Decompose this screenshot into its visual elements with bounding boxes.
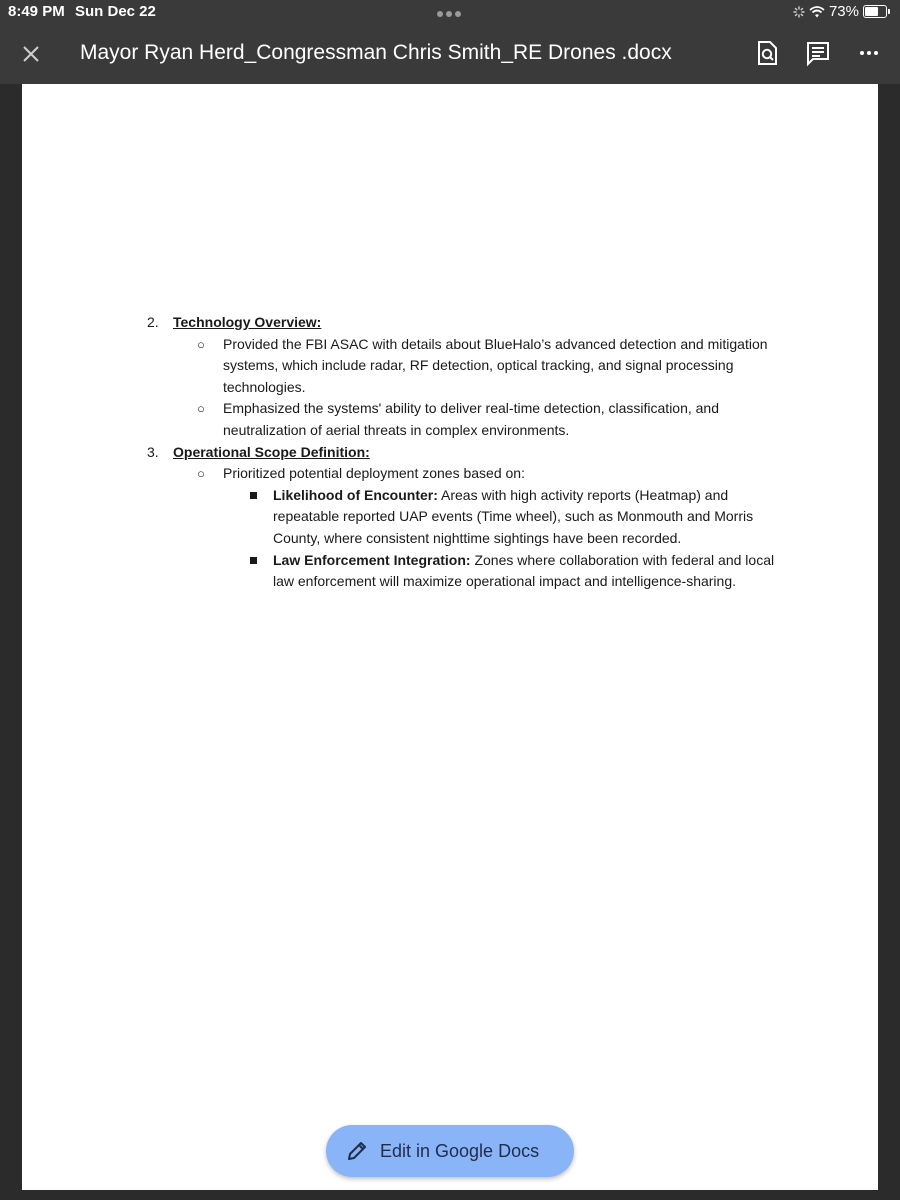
app-bar <box>0 22 900 84</box>
paragraph-line: systems, which include radar, RF detection, optical tracking, and signal processing <box>223 357 734 374</box>
list-number: 3. <box>147 443 159 460</box>
circle-bullet-icon: ○ <box>197 466 205 482</box>
paragraph-line: neutralization of aerial threats in complex environments. <box>223 421 570 438</box>
more-options-icon[interactable] <box>854 38 884 68</box>
status-indicators <box>793 3 890 20</box>
section-heading: Operational Scope Definition: <box>173 443 370 460</box>
list-item <box>147 463 787 485</box>
bold-label: Likelihood of Encounter: <box>273 486 438 503</box>
list-item <box>147 334 787 399</box>
paragraph-line <box>273 550 787 572</box>
list-item-section-2 <box>147 312 787 334</box>
find-in-page-icon[interactable] <box>752 38 782 68</box>
comments-icon[interactable] <box>803 38 833 68</box>
circle-bullet-icon: ○ <box>197 336 205 352</box>
document-page[interactable] <box>22 84 878 1190</box>
pencil-icon <box>346 1140 368 1162</box>
paragraph-line: law enforcement will maximize operational impact and intelligence-sharing. <box>273 573 736 590</box>
paragraph-line: Provided the FBI ASAC with details about BlueHalo’s advanced detection and mitigation <box>223 335 768 352</box>
square-bullet-icon <box>250 557 257 564</box>
paragraph-line: Emphasized the systems' ability to deliver real-time detection, classification, and <box>223 400 720 417</box>
status-time: 8:49 PM <box>8 3 65 20</box>
line-text: Areas with high activity reports (Heatmap) and <box>441 486 729 503</box>
list-item <box>147 398 787 441</box>
list-item <box>147 485 787 550</box>
battery-percent: 73% <box>828 3 859 20</box>
status-date: Sun Dec 22 <box>75 3 156 20</box>
edit-button-label: Edit in Google Docs <box>380 1140 540 1161</box>
activity-spinner-icon <box>793 6 805 18</box>
edit-in-google-docs-button[interactable] <box>326 1125 574 1177</box>
list-number: 2. <box>147 314 159 330</box>
document-content <box>147 312 787 593</box>
multitasking-dots-icon[interactable] <box>437 4 464 21</box>
paragraph-line: Prioritized potential deployment zones based on: <box>223 465 525 482</box>
paragraph-line: County, where consistent nighttime sightings have been recorded. <box>273 529 682 546</box>
paragraph-line: technologies. <box>223 378 306 395</box>
status-bar <box>0 0 900 22</box>
line-text: Zones where collaboration with federal and local <box>474 551 775 568</box>
document-title: Mayor Ryan Herd_Congressman Chris Smith_RE Drones .docx <box>80 41 672 64</box>
paragraph-line: repeatable reported UAP events (Time wheel), such as Monmouth and Morris <box>273 508 754 525</box>
wifi-icon <box>809 6 825 18</box>
battery-cap <box>888 9 890 14</box>
circle-bullet-icon: ○ <box>197 401 205 417</box>
battery-level <box>865 7 878 16</box>
section-heading: Technology Overview: <box>173 314 322 330</box>
square-bullet-icon <box>250 492 257 499</box>
close-icon[interactable] <box>18 41 44 67</box>
list-item <box>147 550 787 593</box>
list-item-section-3 <box>147 442 787 464</box>
paragraph-line <box>273 485 787 507</box>
bold-label: Law Enforcement Integration: <box>273 551 471 568</box>
battery-icon <box>863 5 887 18</box>
